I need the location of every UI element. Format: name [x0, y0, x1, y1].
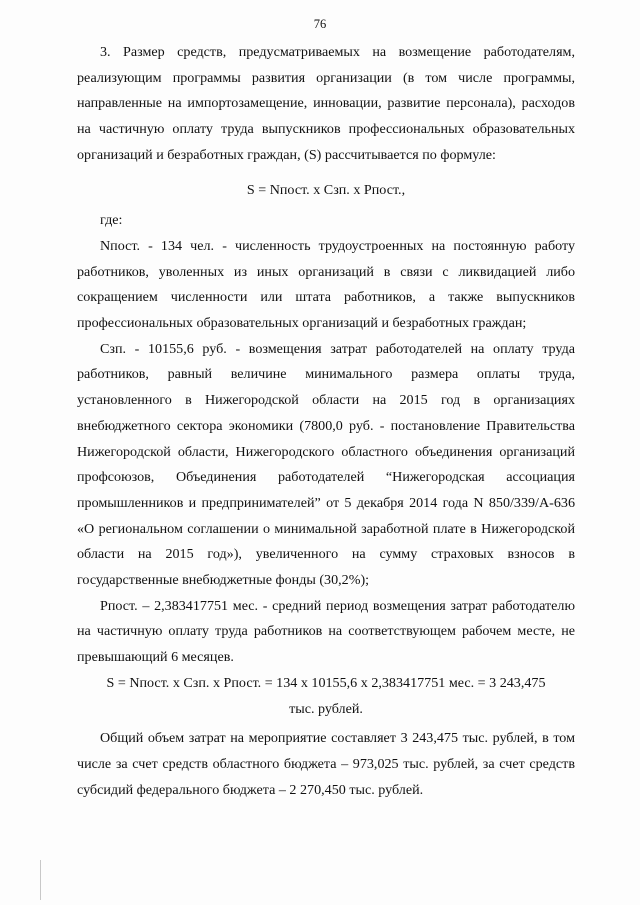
- scan-edge-mark: [40, 860, 41, 900]
- definition-c: Сзп. - 10155,6 руб. - возмещения затрат работодателей на оплату труда работников, равный величине минимального размера оплаты труда, установленного в Нижегородской области на 2015 год в организациях внебюджетного сектора экономики (7800,0 руб. - постановление Правительства Нижегородской области, Нижегородского областного объединения организаций профсоюзов, Объединения работодателей “Нижегородская ассоциация промышленников и предпринимателей” от 5 декабря 2014 года N 850/339/А-636 «О региональном соглашении о минимальной заработной плате в Нижегородской области на 2015 год»), увеличенного на сумму страховых взносов в государственные внебюджетные фонды (30,2%);: [77, 340, 575, 589]
- definition-n: Nпост. - 134 чел. - численность трудоустроенных на постоянную работу работников, уволенных из иных организаций в связи с ликвидацией либо сокращением численности или штата работников, а также выпускников профессиональных образовательных организаций и безработных граждан;: [77, 237, 575, 332]
- paragraph-total: Общий объем затрат на мероприятие составляет 3 243,475 тыс. рублей, в том числе за счет средств областного бюджета – 973,025 тыс. рублей, за счет средств субсидий федерального бюджета – 2 270,450 тыс. рублей.: [77, 730, 575, 798]
- calculation-line: S = Nпост. х Сзп. х Рпост. = 134 х 10155,6 х 2,383417751 мес. = 3 243,475: [106, 674, 546, 691]
- where-label: где:: [100, 212, 123, 229]
- page-number: 76: [313, 17, 327, 31]
- calculation-unit: тыс. рублей.: [289, 700, 363, 717]
- paragraph-intro: 3. Размер средств, предусматриваемых на возмещение работодателям, реализующим программы развития организации (в том числе программы, направленные на импортозамещение, инновации, развитие персонала), расходов на частичную оплату труда выпускников профессиональных образовательных организаций и безработных граждан, (S) рассчитывается по формуле:: [77, 44, 575, 163]
- definition-p: Рпост. – 2,383417751 мес. - средний период возмещения затрат работодателю на частичную оплату труда работников на соответствующем рабочем месте, не превышающий 6 месяцев.: [77, 597, 575, 666]
- formula: S = Nпост. х Сзп. х Рпост.,: [246, 181, 406, 198]
- document-body: [77, 40, 575, 803]
